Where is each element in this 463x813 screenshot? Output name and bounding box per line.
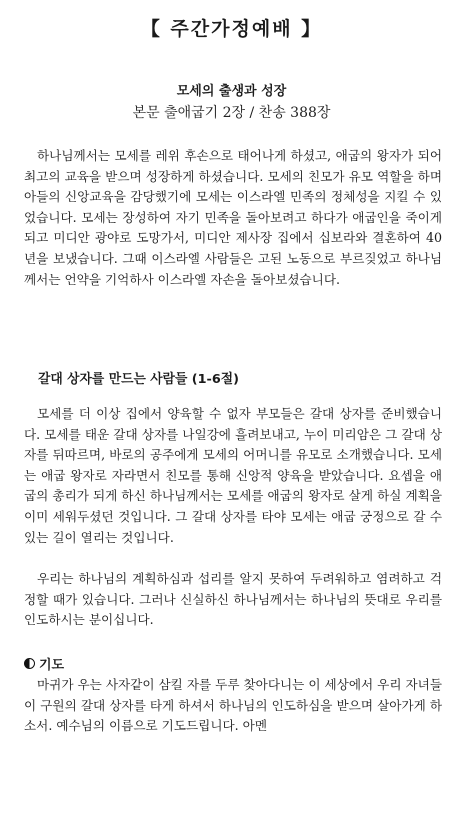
prayer-heading-label: 기도	[39, 658, 65, 673]
scripture-reference: 본문 출애굽기 2장 / 찬송 388장	[132, 105, 331, 121]
body-paragraph-1: 모세를 더 이상 집에서 양육할 수 없자 부모들은 갈대 상자를 준비했습니다. 모세를 태운 갈대 상자를 나일강에 흘려보내고, 누이 미리암은 그 갈대 상자를 뒤따르며, 바로의 공주에게 모세의 어머니를 유모로 소개했습니다. 모세는 애굽 왕자로 자라면서 친모를 통해 신앙적 양육을 받았습니다. 요셉을 애굽의 총리가 되게 하신 하나님께서는 모세를 애굽의 왕자로 살게 하실 계획을 이미 세워두셨던 것입니다. 그 갈대 상자를 타야 모세는 애굽 궁정으로 갈 수 있는 길이 열리는 것입니다.	[24, 406, 442, 545]
body-paragraph-2: 우리는 하나님의 계획하심과 섭리를 알지 못하여 두려워하고 염려하고 걱정할 때가 있습니다. 그러나 신실하신 하나님께서는 하나님의 뜻대로 우리를 인도하시는 분이십니다.	[24, 571, 442, 628]
section-heading: 갈대 상자를 만드는 사람들 (1-6절)	[38, 372, 239, 387]
half-circle-icon	[24, 658, 35, 669]
prayer-paragraph: 마귀가 우는 사자같이 삼킬 자를 두루 찾아다니는 이 세상에서 우리 자녀들이 구원의 갈대 상자를 타게 하셔서 하나님의 인도하심을 받으며 살아가게 하소서. 예수님의 이름으로 기도드립니다. 아멘	[24, 677, 442, 734]
prayer-heading	[24, 654, 64, 673]
page-title: 【 주간가정예배 】	[140, 18, 323, 40]
intro-paragraph: 하나님께서는 모세를 레위 후손으로 태어나게 하셨고, 애굽의 왕자가 되어 최고의 교육을 받으며 성장하게 하셨습니다. 모세의 친모가 유모 역할을 하며 아들의 신앙교육을 감당했기에 모세는 이스라엘 민족의 정체성을 지킬 수 있었습니다. 모세는 장성하여 자기 민족을 돌아보려고 하다가 애굽인을 죽이게 되고 미디안 광야로 도망가서, 미디안 제사장 집에서 십보라와 결혼하여 40년을 보냈습니다. 그때 이스라엘 사람들은 고된 노동으로 부르짖었고 하나님께서는 언약을 기억하사 이스라엘 자손을 돌아보셨습니다.	[24, 148, 442, 287]
sermon-subtitle: 모세의 출생과 성장	[176, 84, 287, 99]
